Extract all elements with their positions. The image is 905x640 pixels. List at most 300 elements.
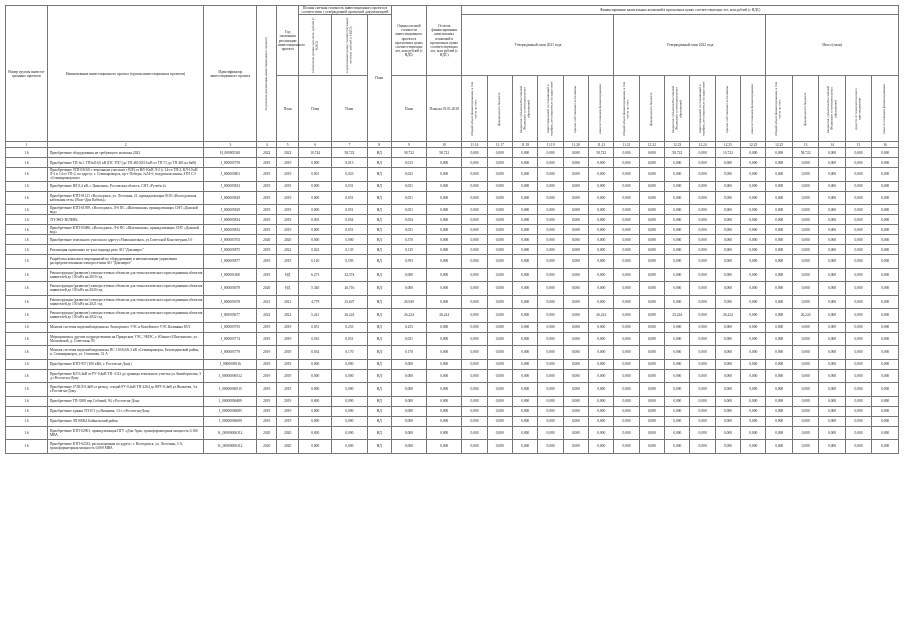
value-cell: 0,000 — [845, 235, 871, 245]
end-year-cell: 2019 — [277, 158, 299, 168]
value-cell: 0,000 — [639, 332, 664, 346]
project-id-cell: J_000005834 — [204, 215, 257, 225]
value-cell: 0,031 — [332, 181, 367, 191]
value-cell: 0,000 — [665, 416, 690, 426]
value-cell: 0,000 — [845, 191, 871, 205]
value-cell: 0,000 — [487, 359, 512, 369]
value-cell: 4,779 — [299, 295, 332, 309]
header-project-name: Наименование инвестиционного проекта (группы инвестиционных проектов) — [47, 6, 204, 142]
header-2022-total: Общий объем финансирования, в том числе за счет: — [614, 76, 639, 142]
table-body — [6, 142, 899, 454]
value-cell: 0,000 — [513, 346, 538, 360]
value-cell: 0,000 — [766, 309, 792, 323]
value-cell: 0,000 — [819, 235, 845, 245]
column-number: 4 — [257, 142, 277, 148]
value-cell: 0,051 — [332, 225, 367, 235]
end-year-cell: 2019 — [277, 205, 299, 215]
value-cell: 0,593 — [332, 255, 367, 269]
end-year-cell: 2022 — [277, 148, 299, 158]
value-cell: 0,000 — [462, 396, 487, 406]
value-cell: НД — [367, 295, 391, 309]
value-cell: 0,000 — [563, 181, 588, 191]
value-cell: 0,000 — [487, 295, 512, 309]
value-cell: 0,000 — [766, 215, 792, 225]
value-cell: 26,224 — [715, 309, 740, 323]
value-cell: 0,000 — [487, 282, 512, 296]
value-cell: 0,000 — [690, 426, 715, 440]
value-cell: 0,000 — [639, 359, 664, 369]
value-cell: 0,000 — [589, 268, 614, 282]
table-row — [6, 181, 899, 191]
value-cell: 0,000 — [741, 406, 766, 416]
value-cell: 0,000 — [487, 255, 512, 269]
start-year-cell: 2019 — [257, 406, 277, 416]
value-cell: 0,000 — [538, 426, 563, 440]
value-cell: 0,000 — [513, 332, 538, 346]
value-cell: 0,000 — [614, 168, 639, 182]
value-cell: 0,000 — [462, 322, 487, 332]
value-cell: 0,000 — [391, 396, 426, 406]
value-cell: 0,000 — [715, 396, 740, 406]
value-cell: 0,000 — [391, 426, 426, 440]
value-cell: 0,000 — [766, 245, 792, 255]
value-cell: 0,000 — [845, 205, 871, 215]
project-id-cell: J_000005774 — [204, 332, 257, 346]
value-cell: 0,000 — [487, 225, 512, 235]
value-cell: 0,000 — [819, 396, 845, 406]
value-cell: 0,000 — [792, 158, 818, 168]
value-cell: 0,000 — [589, 255, 614, 269]
value-cell: 0,253 — [391, 322, 426, 332]
value-cell: 0,000 — [299, 396, 332, 406]
table-row — [6, 359, 899, 369]
table-row — [6, 369, 899, 383]
value-cell: 0,000 — [792, 440, 818, 454]
value-cell: 0,000 — [563, 168, 588, 182]
start-year-cell: 2019 — [257, 245, 277, 255]
value-cell: 0,000 — [427, 332, 462, 346]
value-cell: 0,000 — [462, 168, 487, 182]
value-cell: НД — [367, 426, 391, 440]
value-cell: 0,000 — [614, 268, 639, 282]
value-cell: 0,000 — [589, 282, 614, 296]
value-cell: 0,000 — [715, 416, 740, 426]
value-cell: 0,000 — [741, 416, 766, 426]
value-cell: 0,000 — [427, 235, 462, 245]
value-cell: 0,000 — [563, 255, 588, 269]
project-name-cell: Приобретение ТП-№1, ТП№8 6,0 кВ (ПС ТП7 (до ТП 465 ЮЗ 6 кВ от ТП 71 до ТП 465 кл 6кВ) — [47, 158, 204, 168]
value-cell: 0,000 — [741, 245, 766, 255]
table-row — [6, 346, 899, 360]
value-cell: 0,000 — [792, 255, 818, 269]
column-number: 12.25 — [715, 142, 740, 148]
value-cell: 0,000 — [741, 396, 766, 406]
value-cell: 0,000 — [665, 158, 690, 168]
value-cell: 0,000 — [614, 369, 639, 383]
value-cell: 0,000 — [665, 295, 690, 309]
value-cell: 0,000 — [563, 369, 588, 383]
value-cell: 0,000 — [792, 332, 818, 346]
value-cell: 0,000 — [538, 416, 563, 426]
value-cell: 0,000 — [427, 406, 462, 416]
value-cell: 0,000 — [741, 309, 766, 323]
project-id-cell: J_000005877 — [204, 255, 257, 269]
column-number: 12.25 — [741, 142, 766, 148]
end-year-cell: 2022 — [277, 245, 299, 255]
value-cell: 0,000 — [427, 225, 462, 235]
value-cell: 0,000 — [538, 168, 563, 182]
start-year-cell: 2019 — [257, 255, 277, 269]
value-cell: 10,722 — [715, 148, 740, 158]
value-cell: 0,000 — [639, 369, 664, 383]
value-cell: 0,000 — [538, 215, 563, 225]
value-cell: 0,000 — [872, 406, 899, 416]
table-row — [6, 245, 899, 255]
value-cell: 0,000 — [299, 158, 332, 168]
value-cell: 0,000 — [332, 396, 367, 406]
value-cell: 0,000 — [872, 396, 899, 406]
value-cell: 0,000 — [690, 215, 715, 225]
value-cell: 0,000 — [513, 322, 538, 332]
value-cell: 0,000 — [792, 396, 818, 406]
value-cell: 0,000 — [741, 322, 766, 332]
value-cell: 0,000 — [299, 440, 332, 454]
value-cell: 0,000 — [819, 322, 845, 332]
end-year-cell: 2019 — [277, 255, 299, 269]
column-number: 8 — [367, 142, 391, 148]
group-number-cell: 1.6 — [6, 268, 48, 282]
value-cell: 58,722 — [792, 148, 818, 158]
end-year-cell: 2019 — [277, 396, 299, 406]
value-cell: 0,000 — [462, 245, 487, 255]
table-row — [6, 426, 899, 440]
value-cell: 0,000 — [792, 383, 818, 397]
value-cell: 0,000 — [741, 191, 766, 205]
value-cell: 0,000 — [589, 215, 614, 225]
value-cell: 0,000 — [819, 309, 845, 323]
value-cell: 0,000 — [639, 245, 664, 255]
value-cell: 0,000 — [715, 191, 740, 205]
end-year-cell: 2020 — [277, 235, 299, 245]
value-cell: 0,000 — [819, 282, 845, 296]
value-cell: 0,000 — [715, 235, 740, 245]
header-full-cost: Полная сметная стоимость инвестиционного проекта в соответствии с утвержденной проектной документацией — [299, 6, 392, 15]
value-cell: 0,000 — [639, 268, 664, 282]
value-cell: 0,000 — [715, 369, 740, 383]
value-cell: 0,000 — [563, 406, 588, 416]
value-cell: 0,000 — [665, 255, 690, 269]
value-cell: 0,000 — [665, 406, 690, 416]
table-row — [6, 383, 899, 397]
value-cell: 0,000 — [872, 225, 899, 235]
value-cell: 0,013 — [391, 158, 426, 168]
group-number-cell: 1.6 — [6, 309, 48, 323]
value-cell: НД — [367, 268, 391, 282]
end-year-cell: НД — [277, 282, 299, 296]
value-cell: 0,000 — [589, 396, 614, 406]
value-cell: 0,000 — [487, 309, 512, 323]
value-cell: 0,000 — [487, 416, 512, 426]
table-row — [6, 168, 899, 182]
value-cell: 0,000 — [563, 332, 588, 346]
value-cell: 0,000 — [766, 191, 792, 205]
value-cell: 0,000 — [665, 245, 690, 255]
value-cell: 0,000 — [639, 282, 664, 296]
value-cell: 0,000 — [715, 205, 740, 215]
value-cell: 0,000 — [513, 396, 538, 406]
value-cell: 0,000 — [332, 369, 367, 383]
value-cell: 0,000 — [665, 322, 690, 332]
value-cell: 0,000 — [299, 191, 332, 205]
value-cell: 0,000 — [538, 148, 563, 158]
value-cell: 0,000 — [792, 245, 818, 255]
project-name-cell: Реконструкция (развитие) электросетевых объектов для технологического присоединения объектов заявителей до 150 кВт на 2021 год — [47, 295, 204, 309]
project-name-cell: Приобретение КЛ 0,4кВ от РУ-0,4кВ ТП -3112 до границы земельного участка ул.Авиаборисова, 3 д г.Ростов-на-Дону — [47, 369, 204, 383]
value-cell: 0,000 — [845, 426, 871, 440]
column-number: 11.17 — [487, 142, 512, 148]
value-cell: 0,000 — [513, 282, 538, 296]
value-cell: 0,120 — [299, 255, 332, 269]
value-cell: 0,000 — [614, 225, 639, 235]
start-year-cell: 2020 — [257, 282, 277, 296]
value-cell: 0,000 — [819, 416, 845, 426]
end-year-cell: 2019 — [277, 181, 299, 191]
header-remaining-plan: План на 01.01.2018 — [427, 76, 462, 142]
value-cell: НД — [367, 383, 391, 397]
end-year-cell: 2021 — [277, 295, 299, 309]
value-cell: 0,000 — [639, 416, 664, 426]
value-cell: 0,000 — [639, 215, 664, 225]
value-cell: 0,000 — [299, 205, 332, 215]
value-cell: 0,000 — [538, 235, 563, 245]
value-cell: 0,000 — [766, 225, 792, 235]
value-cell: 0,000 — [665, 235, 690, 245]
value-cell: 0,000 — [845, 383, 871, 397]
value-cell: 0,000 — [872, 295, 899, 309]
value-cell: 0,000 — [589, 332, 614, 346]
value-cell: 26,224 — [391, 309, 426, 323]
value-cell: 0,031 — [391, 181, 426, 191]
value-cell: 0,000 — [589, 426, 614, 440]
value-cell: 0,000 — [792, 295, 818, 309]
project-id-cell: J_000005703 — [204, 235, 257, 245]
value-cell: 0,013 — [332, 158, 367, 168]
start-year-cell: 2019 — [257, 225, 277, 235]
value-cell: 0,000 — [563, 205, 588, 215]
value-cell: 26,224 — [792, 309, 818, 323]
value-cell: 0,000 — [845, 158, 871, 168]
value-cell: НД — [367, 309, 391, 323]
header-2021-total: Общий объем финансирования, в том числе за счет: — [462, 76, 487, 142]
value-cell: 0,000 — [845, 309, 871, 323]
value-cell: 0,000 — [715, 406, 740, 416]
value-cell: 0,000 — [792, 416, 818, 426]
end-year-cell: 2022 — [277, 309, 299, 323]
value-cell: 0,000 — [690, 322, 715, 332]
value-cell: 0,000 — [741, 168, 766, 182]
value-cell: 0,000 — [589, 168, 614, 182]
value-cell: 0,051 — [391, 191, 426, 205]
column-number: 1 — [6, 142, 48, 148]
value-cell: 0,000 — [614, 359, 639, 369]
value-cell: 0,000 — [589, 245, 614, 255]
header-remaining-financing: Остаток финансирования капитальных вложений в прогнозных ценах соответствующих лет, млн рублей (с НДС) — [427, 6, 462, 76]
value-cell: НД — [367, 215, 391, 225]
value-cell: 0,000 — [741, 215, 766, 225]
project-id-cell: J_000005779 — [204, 346, 257, 360]
header-cost-base: в базисном уровне цен (млн. рублей (с НДС)) — [299, 15, 332, 76]
start-year-cell: 2019 — [257, 205, 277, 215]
value-cell: 0,000 — [563, 440, 588, 454]
investment-projects-table — [5, 5, 899, 454]
value-cell: 0,000 — [538, 359, 563, 369]
value-cell: 0,000 — [614, 406, 639, 416]
end-year-cell: 2019 — [277, 332, 299, 346]
value-cell: 0,000 — [715, 268, 740, 282]
start-year-cell: 2019 — [257, 268, 277, 282]
value-cell: 0,000 — [427, 396, 462, 406]
value-cell: 0,000 — [538, 383, 563, 397]
value-cell: 0,000 — [690, 255, 715, 269]
value-cell: 0,000 — [513, 225, 538, 235]
value-cell: 0,000 — [614, 416, 639, 426]
value-cell: 0,000 — [427, 346, 462, 360]
value-cell: 0,000 — [427, 322, 462, 332]
value-cell: 0,000 — [665, 440, 690, 454]
value-cell: 0,000 — [299, 359, 332, 369]
value-cell: 0,000 — [487, 383, 512, 397]
project-name-cell: Приобретение ВЛ 0,4 кВ, г. Цимлянск, Ростовская область, СНТ «Ручеёк-2» — [47, 181, 204, 191]
project-name-cell: Приобретение ТП-3388 пер.Собачий, 94, г.Ростов-на-Дону — [47, 396, 204, 406]
value-cell: 0,000 — [766, 282, 792, 296]
value-cell: 0,000 — [538, 255, 563, 269]
value-cell: 0,000 — [487, 148, 512, 158]
value-cell: 0,000 — [538, 406, 563, 416]
value-cell: 0,000 — [872, 215, 899, 225]
value-cell: 0,000 — [487, 181, 512, 191]
value-cell: 0,000 — [391, 282, 426, 296]
value-cell: 0,000 — [614, 282, 639, 296]
project-id-cell: J_000005759 — [204, 158, 257, 168]
value-cell: 0,000 — [487, 369, 512, 383]
value-cell: 0,000 — [487, 440, 512, 454]
value-cell: 0,000 — [563, 295, 588, 309]
value-cell: 0,000 — [715, 295, 740, 309]
value-cell: 0,000 — [690, 168, 715, 182]
project-id-cell: J_000005829 — [204, 191, 257, 205]
start-year-cell: 2019 — [257, 359, 277, 369]
header-financing: Финансирование капитальных вложений в прогнозных ценах соответствующих лет, млн рублей (с НДС) — [462, 6, 899, 15]
value-cell: 0,000 — [538, 205, 563, 215]
value-cell: 0,000 — [462, 426, 487, 440]
value-cell: 0,000 — [845, 168, 871, 182]
value-cell: 0,000 — [845, 215, 871, 225]
value-cell: 0,000 — [332, 416, 367, 426]
value-cell: 0,000 — [462, 215, 487, 225]
value-cell: 0,170 — [391, 346, 426, 360]
group-number-cell: 1.6 — [6, 245, 48, 255]
value-cell: 0,000 — [589, 440, 614, 454]
table-row — [6, 322, 899, 332]
value-cell: 0,000 — [766, 255, 792, 269]
value-cell: 0,000 — [614, 440, 639, 454]
value-cell: 0,000 — [845, 322, 871, 332]
value-cell: 0,000 — [513, 369, 538, 383]
value-cell: 0,000 — [513, 309, 538, 323]
value-cell: 0,000 — [299, 406, 332, 416]
value-cell: 0,000 — [639, 346, 664, 360]
start-year-cell: 2019 — [257, 215, 277, 225]
value-cell: 0,000 — [741, 440, 766, 454]
header-total-federal: федерального бюджета — [792, 76, 818, 142]
project-id-cell: J_000005801 — [204, 168, 257, 182]
value-cell: 0,000 — [792, 181, 818, 191]
value-cell: 0,253 — [332, 322, 367, 332]
value-cell: 0,000 — [872, 245, 899, 255]
project-id-cell: K_00000006312 — [204, 426, 257, 440]
value-cell: 0,000 — [538, 396, 563, 406]
value-cell: 0,000 — [741, 225, 766, 235]
value-cell: НД — [367, 282, 391, 296]
group-number-cell: 1.6 — [6, 255, 48, 269]
value-cell: 0,000 — [845, 148, 871, 158]
value-cell: 0,000 — [487, 168, 512, 182]
value-cell: 0,000 — [462, 440, 487, 454]
project-name-cell: Разработка комплекса мероприятий по оборудованию и автоматизации управления распределительными электросетями АО "Донэнерго" — [47, 255, 204, 269]
value-cell: 0,370 — [391, 235, 426, 245]
value-cell: 0,000 — [845, 359, 871, 369]
value-cell: 0,000 — [845, 440, 871, 454]
value-cell: 0,000 — [690, 282, 715, 296]
value-cell: 0,000 — [427, 282, 462, 296]
value-cell: 0,000 — [715, 282, 740, 296]
value-cell: 0,000 — [639, 295, 664, 309]
value-cell: 0,000 — [872, 148, 899, 158]
start-year-cell: 2019 — [257, 181, 277, 191]
value-cell: 0,000 — [299, 383, 332, 397]
value-cell: 0,000 — [391, 268, 426, 282]
project-name-cell: ТП-ЭКО-ЗЕЛЕНЬ — [47, 215, 204, 225]
value-cell: 0,051 — [391, 205, 426, 215]
value-cell: 0,000 — [513, 359, 538, 369]
value-cell: 0,000 — [462, 181, 487, 191]
value-cell: 0,000 — [391, 406, 426, 416]
project-id-cell: Н_000005361 — [204, 148, 257, 158]
value-cell: 0,000 — [819, 215, 845, 225]
value-cell: 0,000 — [513, 245, 538, 255]
value-cell: 0,000 — [614, 426, 639, 440]
value-cell: 0,000 — [819, 148, 845, 158]
value-cell: 0,000 — [792, 282, 818, 296]
value-cell: НД — [367, 191, 391, 205]
value-cell: 0,000 — [766, 235, 792, 245]
value-cell: 0,000 — [513, 440, 538, 454]
value-cell: 58,722 — [391, 148, 426, 158]
value-cell: 0,000 — [639, 440, 664, 454]
start-year-cell: 2019 — [257, 416, 277, 426]
group-number-cell: 1.6 — [6, 191, 48, 205]
group-number-cell: 1.6 — [6, 359, 48, 369]
value-cell: 0,000 — [427, 181, 462, 191]
column-number: 11.21 — [589, 142, 614, 148]
value-cell: 0,000 — [462, 346, 487, 360]
table-row — [6, 332, 899, 346]
value-cell: 0,000 — [589, 295, 614, 309]
project-name-cell: Приобретение ЗП 000Б4 Байкальский район — [47, 416, 204, 426]
project-name-cell: Приобретение КТП-957 (100 кВА, г. Ростов-на-Дону) — [47, 359, 204, 369]
value-cell: 0,000 — [639, 255, 664, 269]
value-cell: 0,003 — [299, 215, 332, 225]
